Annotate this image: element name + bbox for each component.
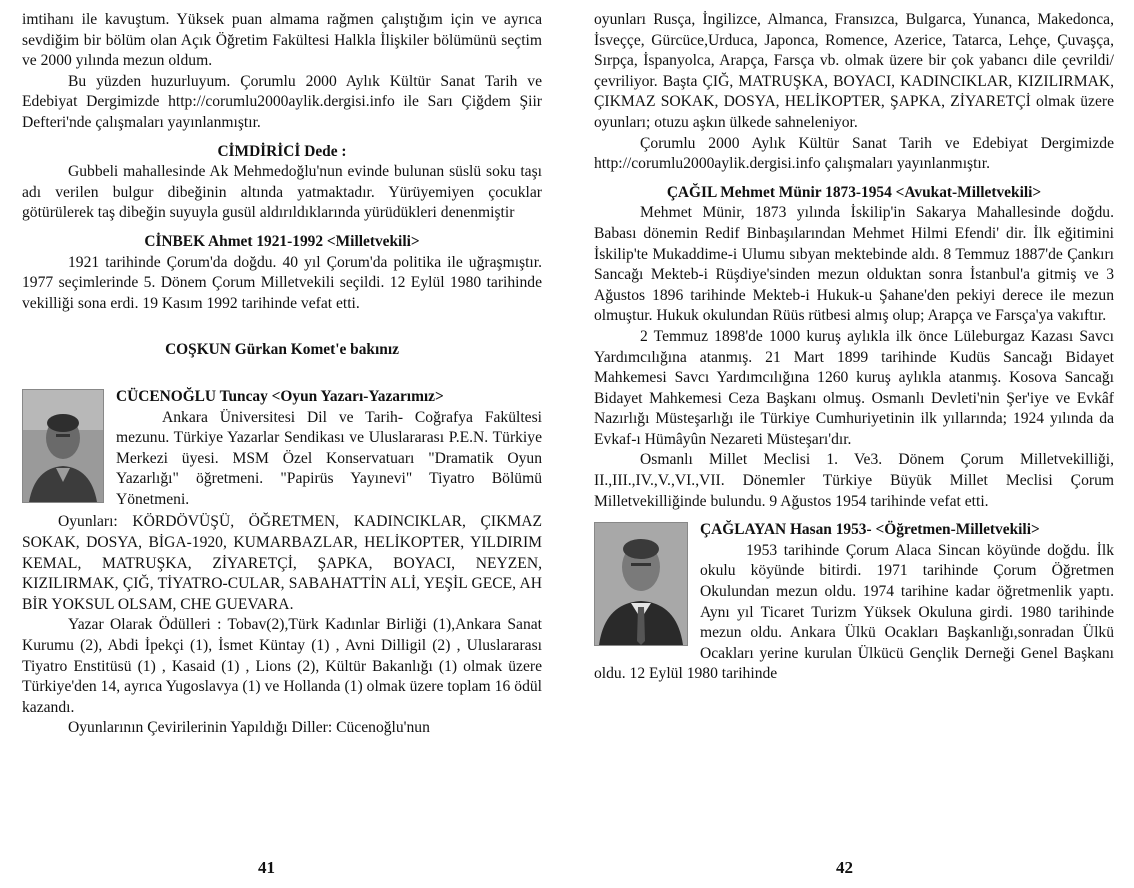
cimdirici-heading: CİMDİRİCİ Dede : (217, 142, 347, 160)
right-page (566, 0, 1134, 888)
intro-paragraph-1: imtihanı ile kavuştum. Yüksek puan almama rağmen çalıştığım için ve ayrıca sevdiğim bir bölüm olan Açık Öğretim Fakültesi Halkla İlişkiler bölümünü seçtim ve 2000 yılında mezun oldum. (22, 11, 542, 70)
cucenoglu-awards: Yazar Olarak Ödülleri : Tobav(2),Türk Kadınlar Birliği (1),Ankara Sanat Kurumu (2), Abdi İpekçi (1), İsmet Küntay (1) , Avni Dilligil (2) , Uluslararası Tiyatro Enstitüsü (1) , Kasaid (1) , Lions (2), Kültür Bakanlığı (1) olmak üzere Türkiye'den 14, ayrıca Yugoslavya (1) ve Hollanda (1) olmak üzere toplam 16 ödül kazandı. (22, 616, 542, 716)
cinbek-text: 1921 tarihinde Çorum'da doğdu. 40 yıl Çorum'da politika ile uğraşmıştır. 1977 seçimlerinde 5. Dönem Çorum Milletvekili seçildi. 12 Eylül 1980 tarihinde vekilliği sona erdi. 19 Kasım 1992 tarihinde vefat etti. (22, 253, 542, 312)
cucenoglu-heading: CÜCENOĞLU Tuncay <Oyun Yazarı-Yazarımız> (116, 387, 444, 405)
page-number-right: 42 (836, 858, 853, 877)
caglayan-paragraph: 1953 tarihinde Çorum Alaca Sincan köyünde doğdu. İlk okulu köyünde bitirdi. 1971 tarihinde Çorum Öğretmen Okulundan mezun oldu. 1974 tarihine kadar öğretmenlik yaptı. Aynı yıl Ticaret Turizm Yüksek Okuluna girdi. 1980 tarihinde mezun oldu. Ankara Ülkü Ocakları Başkanlığı,sonradan Ülkü Ocakları yerine kurulan Ülkücü Gençlik Derneği Genel Başkanı oldu. 12 Eylül 1980 tarihinde (594, 541, 1114, 683)
cimdirici-text: Gubbeli mahallesinde Ak Mehmedoğlu'nun evinde bulunan süslü soku taşı adı verilen bulgur dibeğinin altında yatmaktadır. Yürüyemiyen çocuklar götürülerek taş dibeğin suyuyla gusül aldırıldıklarında yürüdükleri denenmiştir (22, 163, 542, 222)
caglayan-photo (594, 522, 688, 646)
cagil-paragraph-2: 2 Temmuz 1898'de 1000 kuruş aylıkla ilk önce Lüleburgaz Kazası Savcı Yardımcılığına atanmış. 21 Mart 1899 tarihinde Kudüs Sancağı Bidayet Mahkemesi Savcı Yardımcılığına 1260 kuruş aylıkla atanmış. Kosova Sancağı Bidayet Mahkemesi Ceza Başkanı olmuş. Osmanlı Devleti'nin Şer'iye ve Evkâf Nazırlığı Müsteşarlığı ile Türkiye Cumhuriyetinin ilk yıllarında; 1924 yılında da Evkaf-ı Hümâyûn Nezareti Müsteşarı'dır. (594, 327, 1114, 448)
publication-note: Çorumlu 2000 Aylık Kültür Sanat Tarih ve Edebiyat Dergimizde http://corumlu2000aylik.dergisi.info çalışmaları yayınlanmıştır. (594, 134, 1114, 173)
cucenoglu-photo (22, 389, 104, 503)
caglayan-heading: ÇAĞLAYAN Hasan 1953- <Öğretmen-Milletvekili> (700, 521, 1040, 539)
coskun-heading: COŞKUN Gürkan Komet'e bakınız (165, 341, 399, 359)
cucenoglu-plays: Oyunları: KÖRDÖVÜŞÜ, ÖĞRETMEN, KADINCIKLAR, ÇIKMAZ SOKAK, DOSYA, BİGA-1920, KUMARBAZLAR, HELİKOPTER, YILDIRIM KEMAL, MATRUŞKA, ZİYARETÇİ, ŞAPKA, BOYACI, NEYZEN, KIZILIRMAK, ÇIĞ, TİYATRO-CULAR, SABAHATTİN ALİ, YEŞİL GECE, AH BİR YOKSUL OLSAM, CHE GUEVARA. (22, 513, 542, 613)
cagil-heading: ÇAĞIL Mehmet Münir 1873-1954 <Avukat-Milletvekili> (666, 183, 1042, 201)
languages-continued: oyunları Rusça, İngilizce, Almanca, Fransızca, Bulgarca, Yunanca, Makedonca, İsveççe, Gürcüce,Urduca, Japonca, Romence, Azerice, Tatarca, Lehçe, Çuvaşça, Sırpça, İspanyolca, Arapça, Farsça vb. olmak üzere bir çok yabancı dile çevrildi/çevriliyor. Başta ÇIĞ, MATRUŞKA, BOYACI, KADINCIKLAR, KIZILIRMAK, ÇIKMAZ SOKAK, DOSYA, HELİKOPTER, ŞAPKA, ZİYARETÇİ olmak üzere oyunları; otuzu aşkın ülkede sahneleniyor. (594, 11, 1114, 131)
page-number-left: 41 (258, 858, 275, 877)
cucenoglu-bio: Ankara Üniversitesi Dil ve Tarih- Coğrafya Fakültesi mezunu. Türkiye Yazarlar Sendikası ve Uluslararası P.E.N. Türkiye Merkezi üyesi. MSM Özel Konservatuarı "Dramatik Oyun Yazarlığı" öğretmeni. "Papirüs Yayınevi" Tiyatro Bölümü Yönetmeni. (116, 408, 542, 508)
cagil-paragraph-1: Mehmet Münir, 1873 yılında İskilip'in Sakarya Mahallesinde doğdu. Babası dönemin Redif Binbaşılarından Mehmet Hilmi Efendi' dir. İlk eğitimini İskilip'te Mukaddime-i Ulumu sıbyan mektebinde aldı. 8 Temmuz 1887'de Çankırı Sancağı Mekteb-i Rüşdiye'sinden mezun olduktan sonra İstanbul'a gitmiş ve 3 Ağustos 1896 tarihinde Mekteb-i Hukuk-u Şahane'den pekiyi derece ile mezun olmuştur. Hukuk okulundan Rüüs rütbesi almış olup; Arapça ve Farsça'ya vakıftır. (594, 204, 1114, 325)
cinbek-heading: CİNBEK Ahmet 1921-1992 <Milletvekili> (144, 232, 420, 250)
intro-paragraph-2: Bu yüzden huzurluyum. Çorumlu 2000 Aylık Kültür Sanat Tarih ve Edebiyat Dergimizde http://corumlu2000aylik.dergisi.info ile Sarı Çiğdem Şiir Defteri'nde çalışmaları yayınlanmıştır. (22, 72, 542, 131)
left-page (0, 0, 566, 888)
cagil-paragraph-3: Osmanlı Millet Meclisi 1. Ve3. Dönem Çorum Milletvekilliği, II.,III.,IV.,V.,VI.,VII. Dönemler Türkiye Büyük Millet Meclisi Çorum Milletvekilliğinde bulundu. 9 Ağustos 1954 tarihinde vefat etti. (594, 451, 1114, 510)
cucenoglu-languages: Oyunlarının Çevirilerinin Yapıldığı Diller: Cücenoğlu'nun (68, 719, 430, 737)
